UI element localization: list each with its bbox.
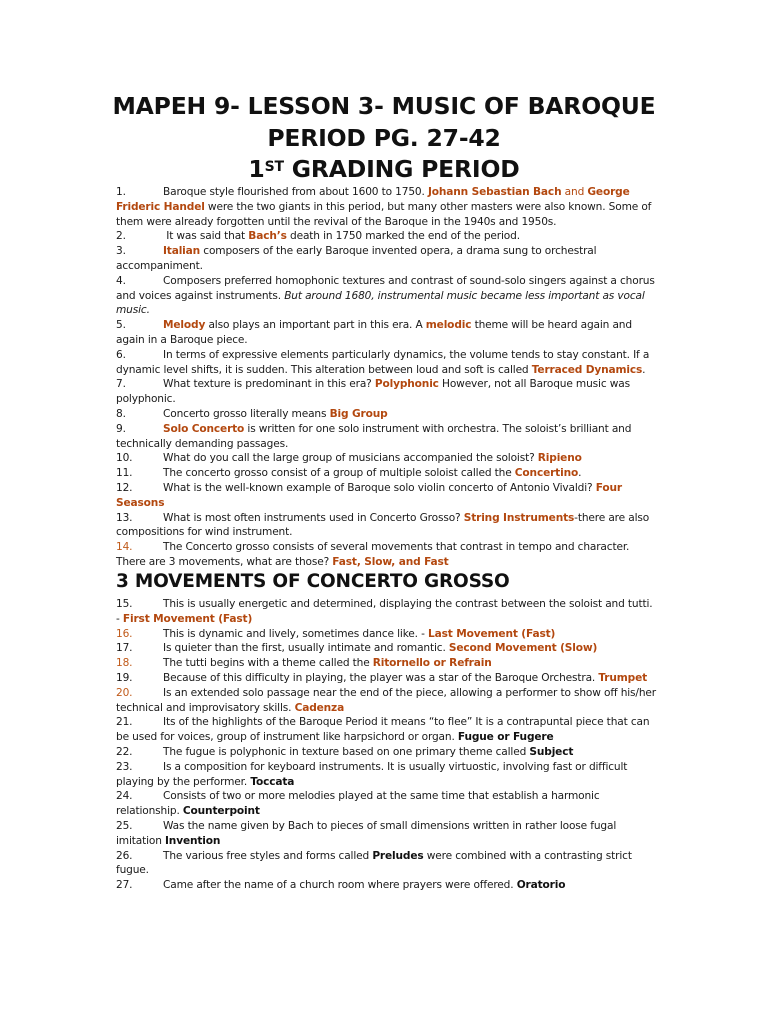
item-text: This is dynamic and lively, sometimes dance like. - bbox=[163, 627, 429, 640]
answer-text: Melody bbox=[163, 319, 206, 332]
answer-text: Solo Concerto bbox=[163, 422, 245, 435]
item-text: But around 1680, instrumental music became less important as vocal music. bbox=[116, 289, 645, 317]
item-number: 14. bbox=[116, 541, 133, 554]
item-number: 15. bbox=[116, 598, 133, 610]
item-text: is written for one solo instrument with orchestra. The soloist’s brilliant and technically demanding passages. bbox=[116, 422, 632, 450]
item-text: The tutti begins with a theme called the bbox=[163, 657, 373, 670]
answer-text: melodic bbox=[425, 319, 472, 332]
item-number: 7. bbox=[116, 378, 126, 391]
item-text: The Concerto grosso consists of several movements that contrast in tempo and character. There are 3 movements, what are those? bbox=[116, 541, 630, 568]
item-text: What is the well-known example of Baroque solo violin concerto of Antonio Vivaldi? bbox=[163, 481, 596, 494]
list-item bbox=[116, 185, 656, 229]
item-text: In terms of expressive elements particularly dynamics, the volume tends to stay constant. If a dynamic level shifts, it is sudden. This alteration between loud and soft is called bbox=[116, 348, 650, 376]
item-number: 9. bbox=[116, 422, 126, 435]
item-text: composers of the early Baroque invented opera, a drama sung to orchestral accompaniment. bbox=[116, 245, 597, 272]
item-text: were the two giants in this period, but many other masters were also known. Some of them were already forgotten until the revival of the Baroque in the 1940s and 1950s. bbox=[116, 200, 652, 228]
answer-text: Ritornello or Refrain bbox=[372, 657, 492, 670]
item-text: -there are also compositions for wind instrument. bbox=[116, 511, 650, 539]
item-number: 10. bbox=[116, 452, 133, 465]
answer-text: Bach’s bbox=[248, 230, 287, 243]
answer-text: Counterpoint bbox=[182, 805, 260, 818]
item-number: 6. bbox=[116, 348, 126, 361]
list-item bbox=[116, 318, 656, 348]
list-item bbox=[116, 819, 656, 849]
list-item bbox=[116, 849, 656, 879]
list-item bbox=[116, 348, 656, 378]
list-item bbox=[116, 641, 656, 656]
item-number: 1. bbox=[116, 186, 126, 198]
item-number: 19. bbox=[116, 671, 133, 684]
item-number: 4. bbox=[116, 274, 126, 287]
answer-text: Cadenza bbox=[294, 701, 345, 714]
item-number: 26. bbox=[116, 849, 133, 862]
answer-text: Italian bbox=[163, 245, 201, 258]
item-text: Because of this difficulty in playing, the player was a star of the Baroque Orchestra. bbox=[163, 671, 599, 684]
item-text: What texture is predominant in this era? bbox=[163, 378, 375, 391]
question-list-part-1 bbox=[116, 185, 656, 570]
item-text: Was the name given by Bach to pieces of small dimensions written in rather loose fugal imitation bbox=[116, 819, 617, 847]
item-text: The various free styles and forms called bbox=[163, 849, 373, 862]
item-text: Is an extended solo passage near the end of the piece, allowing a performer to show off his/her technical and improvisatory skills. bbox=[116, 686, 656, 714]
answer-text: Subject bbox=[529, 745, 574, 758]
answer-text: Ripieno bbox=[537, 452, 582, 465]
item-text: The concerto grosso consist of a group of multiple soloist called the bbox=[163, 467, 515, 480]
item-text: theme will be heard again and again in a Baroque piece. bbox=[116, 319, 632, 346]
list-item bbox=[116, 274, 656, 318]
item-text: Concerto grosso literally means bbox=[163, 407, 330, 420]
list-item bbox=[116, 760, 656, 790]
item-text: death in 1750 marked the end of the period. bbox=[286, 230, 520, 243]
title-superscript: ST bbox=[264, 159, 284, 175]
item-text: Consists of two or more melodies played at the same time that establish a harmonic relationship. bbox=[116, 790, 600, 818]
item-number: 17. bbox=[116, 642, 133, 655]
title-line-2: PERIOD PG. 27-42 bbox=[267, 124, 501, 152]
item-number: 2. bbox=[116, 230, 126, 243]
list-item bbox=[116, 540, 656, 570]
answer-text: Terraced Dynamics bbox=[531, 363, 643, 376]
answer-text: Last Movement (Fast) bbox=[428, 627, 556, 640]
answer-text: Fast, Slow, and Fast bbox=[332, 555, 449, 568]
item-text: Is quieter than the first, usually intimate and romantic. bbox=[163, 642, 449, 655]
list-item bbox=[116, 686, 656, 716]
item-number: 22. bbox=[116, 745, 133, 758]
list-item bbox=[116, 377, 656, 407]
answer-text: Polyphonic bbox=[374, 378, 439, 391]
item-text: What is most often instruments used in Concerto Grosso? bbox=[163, 511, 464, 524]
answer-text: Big Group bbox=[329, 407, 388, 420]
item-number: 23. bbox=[116, 760, 133, 773]
title-line-1: MAPEH 9- LESSON 3- MUSIC OF BAROQUE bbox=[112, 92, 656, 120]
answer-text: Oratorio bbox=[516, 879, 566, 892]
item-number: 21. bbox=[116, 716, 133, 729]
list-item bbox=[116, 451, 656, 466]
answer-text: Concertino bbox=[514, 467, 579, 480]
answer-text: Toccata bbox=[250, 775, 295, 788]
answer-text: First Movement (Fast) bbox=[122, 612, 253, 625]
list-item bbox=[116, 878, 656, 893]
list-item bbox=[116, 627, 656, 642]
answer-text: Four Seasons bbox=[116, 481, 622, 509]
answer-text: Preludes bbox=[372, 849, 424, 862]
item-number: 8. bbox=[116, 407, 126, 420]
item-text: The fugue is polyphonic in texture based on one primary theme called bbox=[163, 745, 530, 758]
list-item bbox=[116, 229, 656, 244]
item-text: However, not all Baroque music was polyphonic. bbox=[116, 378, 630, 406]
item-number: 20. bbox=[116, 686, 133, 699]
list-item bbox=[116, 422, 656, 452]
list-item bbox=[116, 656, 656, 671]
answer-text: String Instruments bbox=[463, 511, 575, 524]
title-grading-number: 1 bbox=[248, 155, 265, 183]
answer-text: Fugue or Fugere bbox=[457, 731, 554, 744]
item-number: 24. bbox=[116, 790, 133, 803]
list-item bbox=[116, 715, 656, 745]
item-number: 18. bbox=[116, 657, 133, 670]
item-number: 11. bbox=[116, 467, 133, 480]
item-number: 3. bbox=[116, 245, 126, 258]
item-number: 27. bbox=[116, 879, 133, 892]
item-text: . bbox=[642, 363, 646, 376]
list-item bbox=[116, 407, 656, 422]
title-grading-text: GRADING PERIOD bbox=[283, 155, 520, 183]
list-item bbox=[116, 789, 656, 819]
title-line-3 bbox=[0, 153, 768, 185]
answer-text: Trumpet bbox=[598, 671, 648, 684]
item-text: It was said that bbox=[163, 230, 249, 243]
item-text: Came after the name of a church room where prayers were offered. bbox=[163, 879, 517, 892]
list-item bbox=[116, 244, 656, 274]
list-item bbox=[116, 597, 656, 627]
list-item bbox=[116, 671, 656, 686]
answer-text: Johann Sebastian Bach bbox=[427, 186, 562, 198]
item-number: 16. bbox=[116, 627, 133, 640]
answer-text: Second Movement (Slow) bbox=[448, 642, 598, 655]
item-text: Is a composition for keyboard instruments. It is usually virtuostic, involving fast or difficult playing by the performer. bbox=[116, 760, 628, 788]
item-number: 25. bbox=[116, 819, 133, 832]
answer-text: George Frideric Handel bbox=[116, 186, 630, 213]
item-text: Composers preferred homophonic textures and contrast of sound-solo singers against a chorus and voices against instruments. bbox=[116, 274, 655, 302]
item-text: Its of the highlights of the Baroque Period it means “to flee” It is a contrapuntal piece that can be used for voices, group of instrument like harpsichord or organ. bbox=[116, 716, 650, 744]
item-text: Baroque style flourished from about 1600 to 1750. bbox=[163, 186, 428, 198]
item-text: What do you call the large group of musicians accompanied the soloist? bbox=[163, 452, 538, 465]
question-list-part-2 bbox=[116, 597, 656, 893]
list-item bbox=[116, 511, 656, 541]
item-text: and bbox=[561, 186, 588, 198]
item-number: 12. bbox=[116, 481, 133, 494]
item-text: also plays an important part in this era. A bbox=[205, 319, 426, 332]
answer-text: Invention bbox=[165, 834, 221, 847]
list-item bbox=[116, 745, 656, 760]
section-heading: 3 MOVEMENTS OF CONCERTO GROSSO bbox=[116, 571, 510, 592]
item-number: 5. bbox=[116, 319, 126, 332]
item-text: This is usually energetic and determined, displaying the contrast between the soloist and tutti. - bbox=[116, 598, 653, 625]
list-item bbox=[116, 466, 656, 481]
item-text: . bbox=[578, 467, 582, 480]
item-text: were combined with a contrasting strict fugue. bbox=[116, 849, 632, 877]
list-item bbox=[116, 481, 656, 511]
item-number: 13. bbox=[116, 511, 133, 524]
